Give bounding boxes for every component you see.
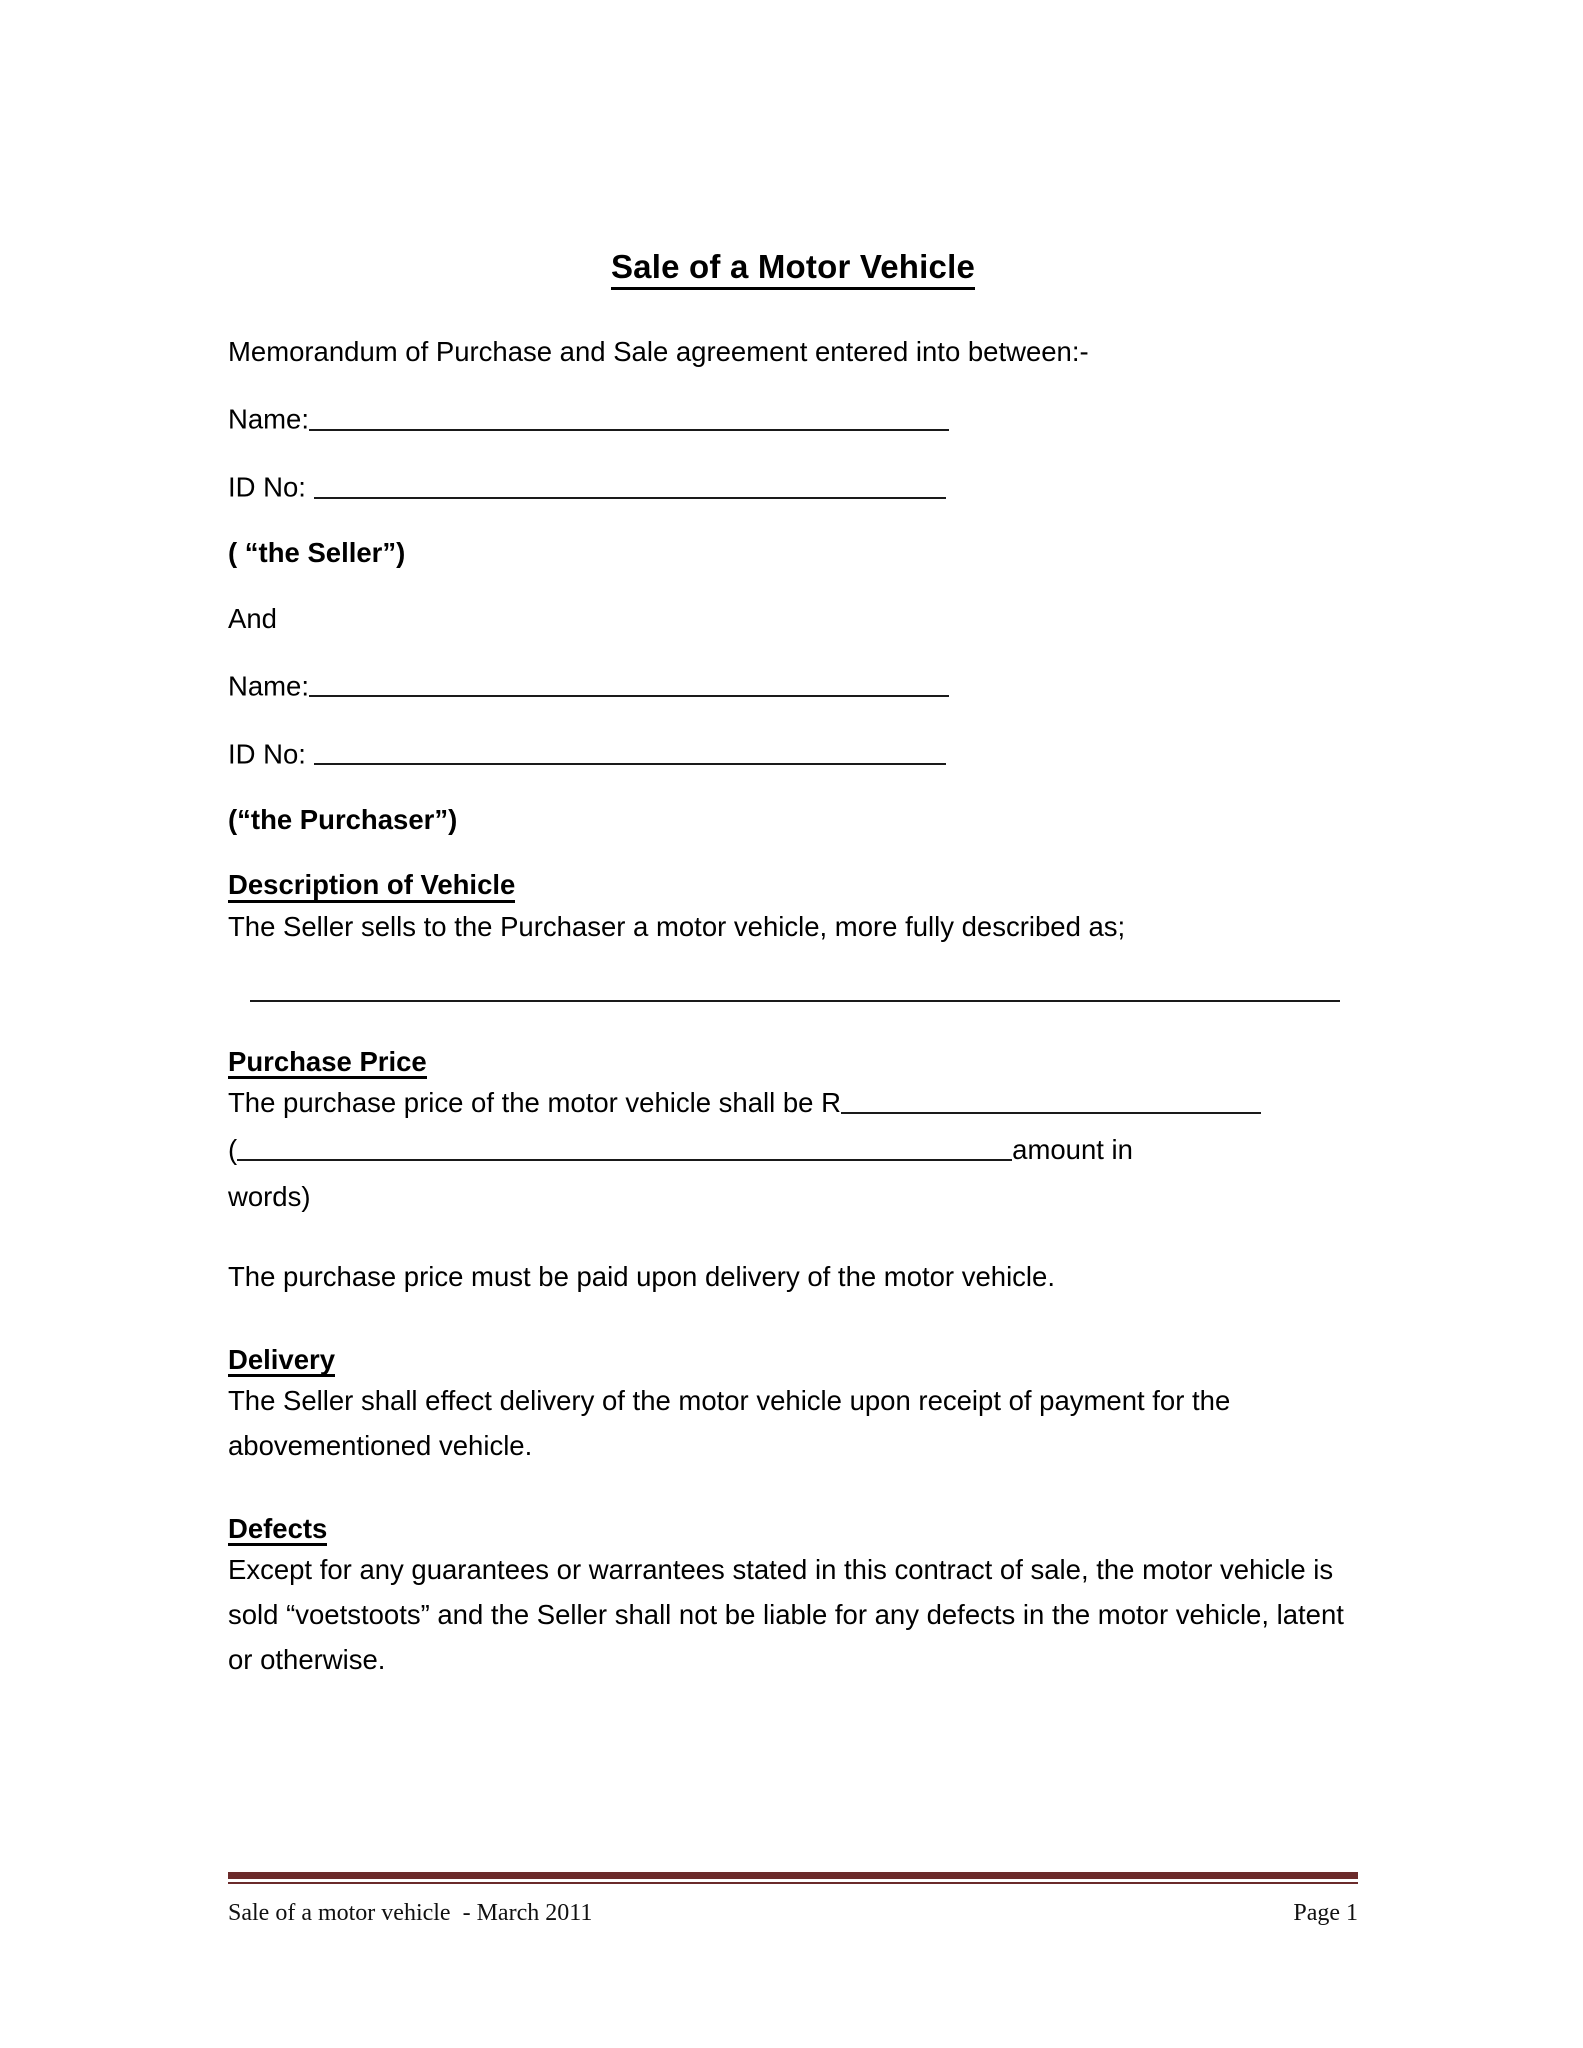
section-heading-delivery: Delivery xyxy=(228,1346,1358,1378)
purchaser-name-field xyxy=(228,670,1358,700)
seller-id-field xyxy=(228,471,1358,501)
words-suffix-text: amount in xyxy=(1012,1133,1133,1165)
purchase-price-text: The purchase price of the motor vehicle shall be R xyxy=(228,1087,841,1119)
section-purchase-price xyxy=(228,1045,1358,1300)
footer-row xyxy=(228,1900,1358,1927)
section-delivery xyxy=(228,1343,1358,1469)
section-body-delivery: The Seller shall effect delivery of the motor vehicle upon receipt of payment for the abovementioned vehicle. xyxy=(228,1385,1231,1462)
seller-name-blank[interactable] xyxy=(309,403,949,430)
seller-name-field xyxy=(228,403,1358,433)
section-defects xyxy=(228,1512,1358,1683)
purchase-price-blank[interactable] xyxy=(841,1087,1261,1114)
seller-id-label: ID No: xyxy=(228,471,314,503)
conjunction-and: And xyxy=(228,602,277,634)
footer-page-number: Page 1 xyxy=(1293,1900,1358,1926)
seller-party-label: ( “the Seller”) xyxy=(228,537,406,569)
seller-id-blank[interactable] xyxy=(314,471,946,498)
footer-left-text: Sale of a motor vehicle - March 2011 xyxy=(228,1900,593,1926)
words-open-paren: ( xyxy=(228,1133,238,1165)
intro-paragraph: Memorandum of Purchase and Sale agreement entered into between:- xyxy=(228,335,1089,367)
section-heading-purchase-price: Purchase Price xyxy=(228,1048,1358,1080)
page-title xyxy=(228,248,1358,292)
spacer xyxy=(228,1002,1358,1048)
seller-name-label: Name: xyxy=(228,403,309,435)
purchaser-name-label: Name: xyxy=(228,670,309,702)
purchaser-name-blank[interactable] xyxy=(309,670,949,697)
section-heading-defects: Defects xyxy=(228,1515,1358,1547)
purchase-price-words-blank[interactable] xyxy=(237,1134,1012,1161)
spacer xyxy=(228,1219,1358,1253)
payment-note: The purchase price must be paid upon delivery of the motor vehicle. xyxy=(228,1261,1055,1293)
page-title-text: Sale of a Motor Vehicle xyxy=(611,248,975,290)
page-footer xyxy=(228,1872,1358,1927)
section-heading-description: Description of Vehicle xyxy=(228,871,1358,903)
section-body-defects: Except for any guarantees or warrantees stated in this contract of sale, the motor vehicle is sold “voetstoots” and the Seller shall not be liable for any defects in the motor vehicle, latent or otherwise. xyxy=(228,1554,1344,1675)
purchaser-id-label: ID No: xyxy=(228,738,314,770)
section-description-of-vehicle xyxy=(228,871,1358,1001)
footer-rule-thin xyxy=(228,1882,1358,1884)
purchaser-id-blank[interactable] xyxy=(314,738,946,765)
footer-rule-thick xyxy=(228,1872,1358,1879)
spacer xyxy=(228,1469,1358,1515)
purchaser-id-field xyxy=(228,738,1358,768)
purchaser-party-label: (“the Purchaser”) xyxy=(228,803,458,835)
spacer xyxy=(228,1300,1358,1346)
purchase-price-words-close: words) xyxy=(228,1180,311,1212)
document-body xyxy=(228,248,1358,1682)
purchase-price-words-row xyxy=(228,1128,1358,1173)
section-body-description: The Seller sells to the Purchaser a motor vehicle, more fully described as; xyxy=(228,911,1126,942)
purchase-price-amount-row xyxy=(228,1081,1358,1126)
